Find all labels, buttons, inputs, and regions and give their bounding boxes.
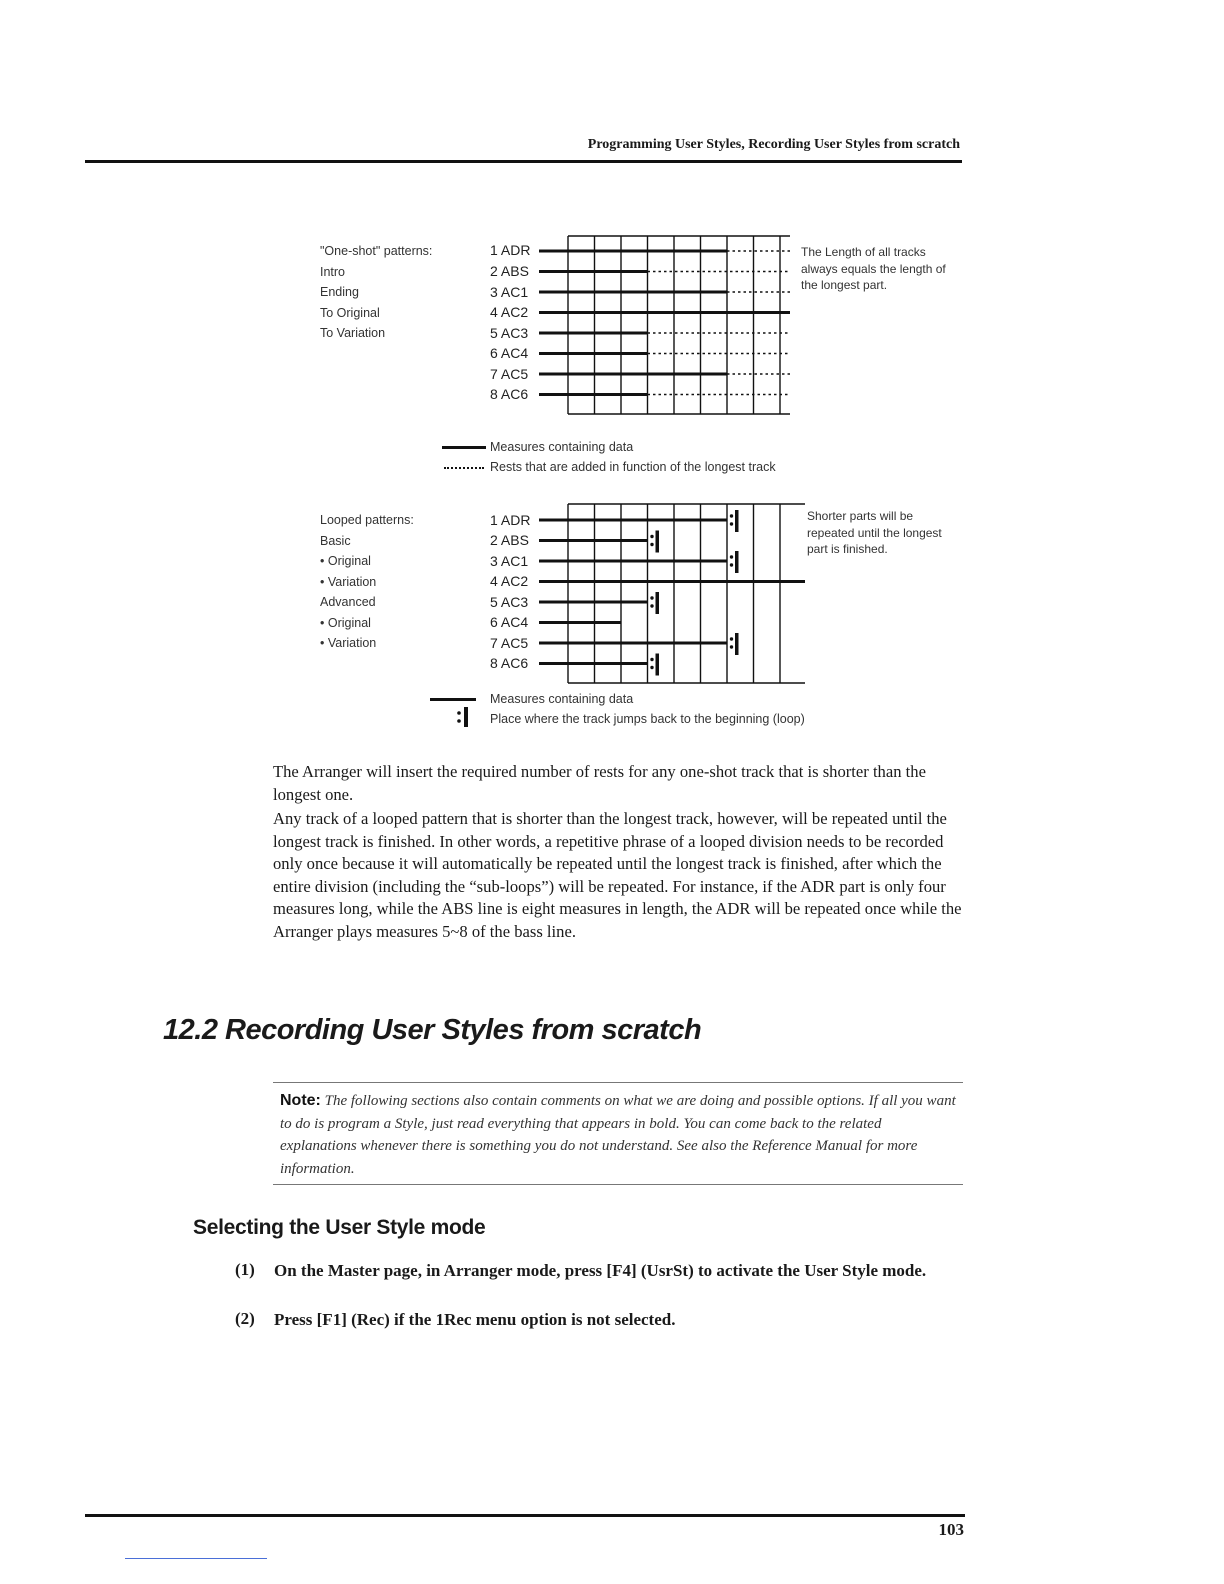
loop-marker-bar	[735, 510, 739, 532]
loop-marker-bar	[656, 654, 660, 676]
oneshot-track-label: 7 AC5	[490, 366, 529, 382]
note-bottom-rule	[273, 1184, 963, 1185]
looped-note-line: Shorter parts will be	[807, 509, 914, 523]
looped-category: Advanced	[320, 595, 376, 609]
note-top-rule	[273, 1082, 963, 1083]
oneshot-legend-data: Measures containing data	[490, 440, 634, 454]
loop-marker-bar	[656, 592, 660, 614]
looped-track-label: 6 AC4	[490, 614, 529, 630]
loop-marker-dot	[650, 596, 653, 599]
oneshot-track-label: 6 AC4	[490, 345, 529, 361]
oneshot-category: Intro	[320, 265, 346, 279]
legend-solid-line-icon	[430, 698, 476, 701]
legend-solid-line-icon	[442, 446, 486, 449]
oneshot-category: Ending	[320, 285, 359, 299]
oneshot-note-line: the longest part.	[801, 278, 888, 292]
looped-category: • Variation	[320, 636, 377, 650]
loop-marker-bar	[656, 531, 660, 553]
loop-marker-dot	[650, 604, 653, 607]
loop-marker-dot	[730, 514, 733, 517]
oneshot-track-label: 5 AC3	[490, 325, 529, 341]
oneshot-note-line: always equals the length of	[801, 262, 946, 276]
header-rule	[85, 160, 962, 163]
step-text: Press [F1] (Rec) if the 1Rec menu option is not selected.	[274, 1310, 676, 1329]
body-paragraph: Any track of a looped pattern that is shorter than the longest track, however, will be repeated until the longest track is finished. In other words, a repetitive phrase of a looped division needs to be recorded only once because it will automatically be repeated until the longest track is finished, after which the entire division (including the “sub-loops”) will be repeated. For instance, if the ADR part is only four measures long, while the ABS line is eight measures in length, the ADR will be repeated once while the Arranger plays measures 5~8 of the bass line.	[273, 809, 962, 941]
oneshot-category: "One-shot" patterns:	[320, 244, 433, 258]
looped-note-line: repeated until the longest	[807, 526, 942, 540]
looped-track-grid	[530, 500, 805, 690]
oneshot-category: To Variation	[320, 326, 386, 340]
footer-rule	[85, 1514, 965, 1517]
oneshot-category: To Original	[320, 306, 380, 320]
oneshot-track-label: 4 AC2	[490, 304, 529, 320]
oneshot-legend-rests: Rests that are added in function of the longest track	[490, 460, 776, 474]
oneshot-track-label: 8 AC6	[490, 386, 529, 402]
section-title: 12.2 Recording User Styles from scratch	[163, 1014, 702, 1046]
page-number: 103	[938, 1520, 964, 1539]
looped-track-label: 1 ADR	[490, 512, 531, 528]
looped-note-line: part is finished.	[807, 542, 888, 556]
step-text: On the Master page, in Arranger mode, press [F4] (UsrSt) to activate the User Style mode.	[274, 1261, 927, 1280]
looped-category: • Original	[320, 616, 371, 630]
note-label: Note:	[280, 1092, 321, 1109]
looped-track-label: 5 AC3	[490, 594, 529, 610]
loop-marker-dot	[650, 543, 653, 546]
loop-marker-dot	[650, 658, 653, 661]
looped-legend-data: Measures containing data	[490, 692, 634, 706]
looped-track-label: 3 AC1	[490, 553, 529, 569]
looped-track-label: 4 AC2	[490, 573, 529, 589]
looped-category: • Variation	[320, 575, 377, 589]
step-number: (2)	[235, 1309, 255, 1328]
note-block	[280, 1090, 960, 1180]
loop-marker-dot	[650, 535, 653, 538]
link-underline	[125, 1558, 267, 1559]
note-text: The following sections also contain comments on what we are doing and possible options. If all you want to do is program a Style, just read everything that appears in bold. You can come back to the related explanations whenever there is something you do not understand. See also the Reference Manual for more information.	[280, 1093, 956, 1177]
oneshot-track-label: 2 ABS	[490, 263, 529, 279]
looped-category: Looped patterns:	[320, 513, 414, 527]
loop-marker-dot	[730, 637, 733, 640]
step-number: (1)	[235, 1260, 255, 1279]
running-header: Programming User Styles, Recording User Styles from scratch	[587, 137, 960, 152]
looped-category: Basic	[320, 534, 351, 548]
loop-repeat-icon	[456, 706, 472, 728]
oneshot-track-label: 3 AC1	[490, 284, 529, 300]
oneshot-track-label: 1 ADR	[490, 242, 531, 258]
oneshot-track-grid	[530, 232, 790, 416]
looped-category: • Original	[320, 554, 371, 568]
loop-marker-dot	[730, 522, 733, 525]
loop-marker-dot	[730, 645, 733, 648]
body-paragraph: The Arranger will insert the required number of rests for any one-shot track that is shorter than the longest one.	[273, 762, 926, 804]
loop-marker-bar	[735, 551, 739, 573]
oneshot-note-line: The Length of all tracks	[801, 245, 926, 259]
loop-marker-dot	[730, 555, 733, 558]
subsection-title: Selecting the User Style mode	[193, 1216, 486, 1239]
loop-marker-bar	[735, 633, 739, 655]
loop-marker-dot	[730, 563, 733, 566]
looped-track-label: 7 AC5	[490, 635, 529, 651]
legend-dotted-line-icon	[444, 467, 484, 469]
loop-marker-dot	[650, 666, 653, 669]
looped-track-label: 2 ABS	[490, 532, 529, 548]
looped-legend-loop: Place where the track jumps back to the beginning (loop)	[490, 712, 805, 726]
looped-track-label: 8 AC6	[490, 655, 529, 671]
